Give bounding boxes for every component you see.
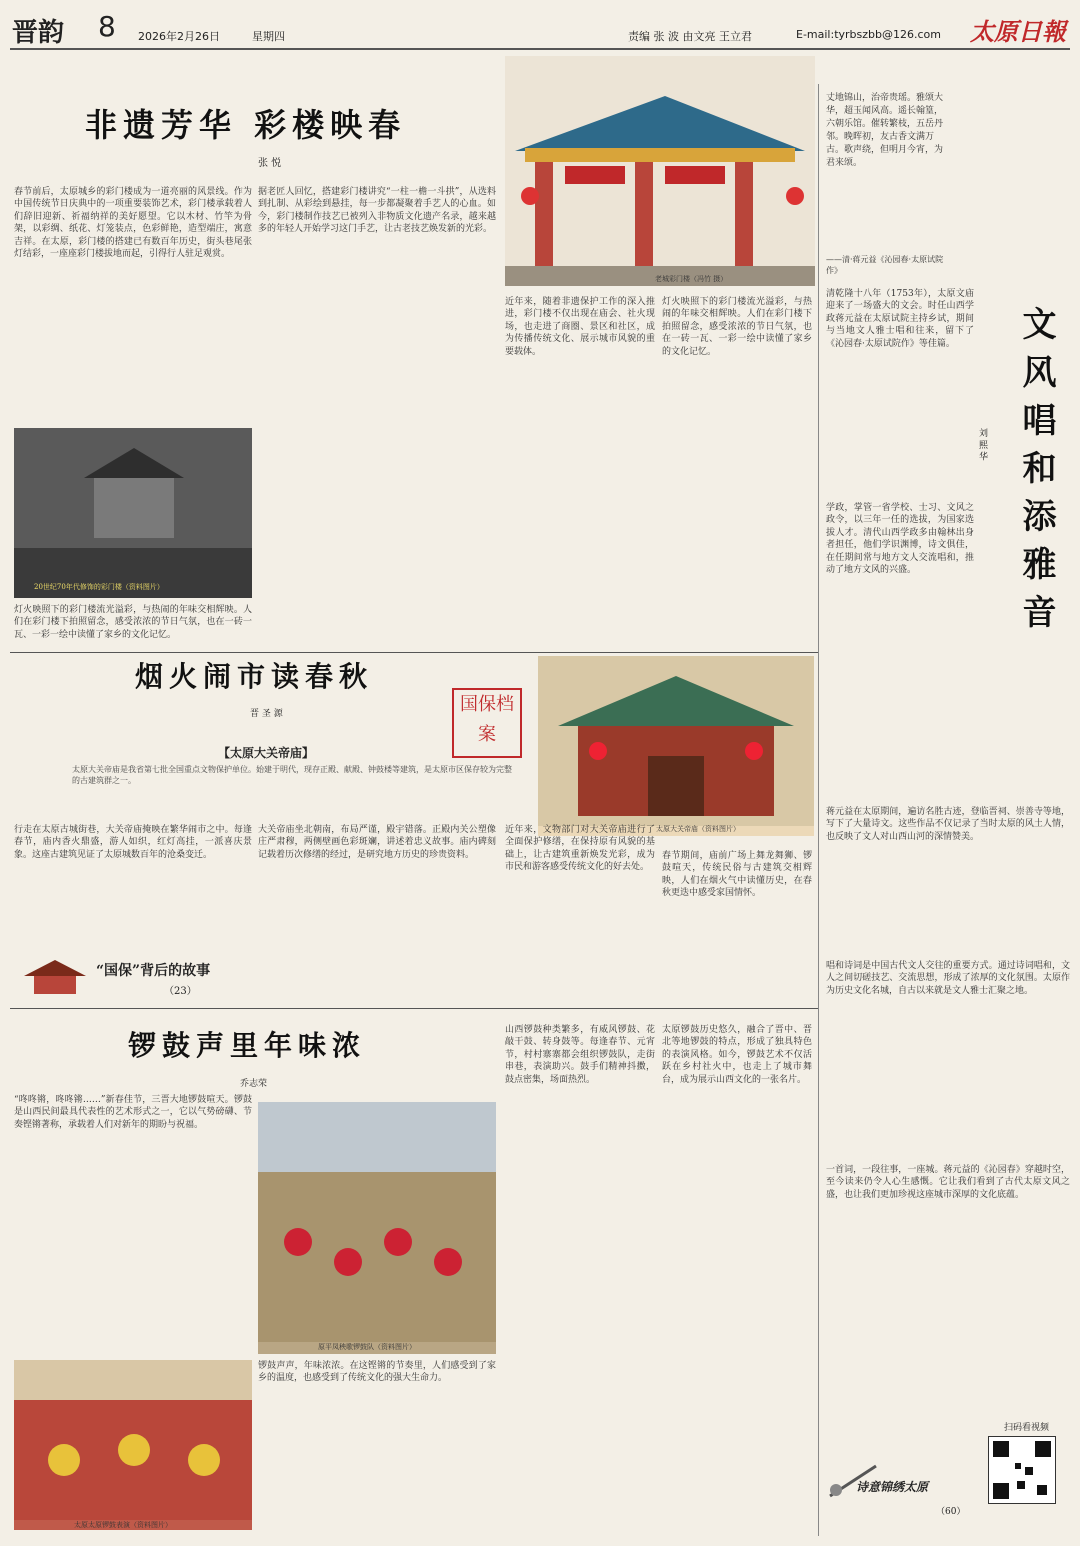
header-divider: [10, 48, 1070, 50]
archive-stamp: [452, 688, 522, 758]
qr-label: 扫码看视频: [1004, 1423, 1050, 1433]
page-header: [0, 0, 1080, 50]
article1-author: 张 悦: [258, 158, 282, 169]
article2-headline: 烟火闹市读春秋: [135, 660, 374, 693]
article1-text-col2: 据老匠人回忆，搭建彩门楼讲究“一柱一檐一斗拱”，从选料到扎制、从彩绘到悬挂，每一步都凝聚着手艺人的心血。如今，彩门楼制作技艺已被列入非物质文化遗产名录，越来越多的年轻人开始学习这门手艺，让古老技艺焕发新的光彩。: [258, 187, 496, 235]
article3-text-col1: “咚咚锵，咚咚锵……”新春佳节，三晋大地锣鼓喧天。锣鼓是山西民间最具代表性的艺术形式之一，它以气势磅礴、节奏铿锵著称，承载着人们对新年的期盼与祝福。: [14, 1095, 252, 1130]
article2-text-col3: 近年来，文物部门对大关帝庙进行了全面保护修缮，在保持原有风貌的基础上，让古建筑重新焕发光彩，成为市民和游客感受传统文化的好去处。: [505, 825, 655, 873]
editors: 责编 张 波 由文亮 王立君: [628, 30, 752, 43]
article3-author: 乔志荣: [240, 1079, 268, 1089]
article2-text-col1: 行走在太原古城街巷，大关帝庙掩映在繁华闹市之中。每逢春节，庙内香火鼎盛，游人如织，红灯高挂，一派喜庆景象。这座古建筑见证了太原城数百年的沧桑变迁。: [14, 825, 252, 860]
sidebar-bottom-banner: [826, 1420, 976, 1530]
temple-illustration: [538, 656, 814, 826]
article3-photo-performance: [14, 1360, 252, 1530]
archive-stamp-text: 国保档案: [460, 694, 514, 745]
article2-subtitle: 【太原大关帝庙】: [218, 746, 315, 760]
article1-photo-historic: [14, 428, 252, 598]
article3-photo1-caption: 原平凤秧歌锣鼓队（资料图片）: [318, 1343, 416, 1351]
article3-photo-drum-troupe: [258, 1102, 496, 1354]
guobao-series-label: “国保”背后的故事: [96, 963, 211, 979]
article1-photo-gate-caption: 老城彩门楼（冯竹 摄）: [655, 275, 728, 283]
sidebar-text-d: 唱和诗词是中国古代文人交往的重要方式。通过诗词唱和，文人之间切磋技艺、交流思想，形成了浓厚的文化氛围。太原作为历史文化名城，自古以来就是文人雅士汇聚之地。: [826, 961, 1070, 996]
sidebar-text-b: 学政，掌管一省学校、士习、文风之政令，以三年一任的选拔，为国家选拔人才。清代山西学政多由翰林出身者担任，他们学识渊博，诗文俱佳，在任期间常与地方文人交流唱和，推动了地方文风的兴盛。: [826, 503, 974, 576]
article2-photo-temple: [538, 656, 814, 836]
article2-author: 晋 圣 源: [250, 709, 283, 719]
article1-headline: 非遗芳华 彩楼映春: [85, 106, 407, 144]
sidebar-poem-source: ——清·蒋元益《沁园春·太原试院作》: [826, 255, 944, 275]
article1-text-col1: 春节前后，太原城乡的彩门楼成为一道亮丽的风景线。作为中国传统节日庆典中的一项重要装饰艺术，彩门楼承载着人们辞旧迎新、祈福纳祥的美好愿望。它以木材、竹竿为骨架，以彩绸、纸花、灯笼装点，色彩鲜艳，造型端庄，寓意吉祥。在太原，彩门楼的搭建已有数百年历史，街头巷尾张灯结彩，一座座彩门楼拔地而起，引得行人驻足观赏。: [14, 187, 252, 260]
sidebar-series-label: 诗意锦绣太原: [856, 1480, 929, 1494]
article3-photo2-caption: 太原太原锣鼓表演（资料图片）: [74, 1521, 172, 1529]
issue-date: 2026年2月26日: [138, 30, 220, 43]
video-qr-code[interactable]: [988, 1436, 1056, 1504]
article1-text-col4: 灯火映照下的彩门楼流光溢彩，与热闹的年味交相辉映。人们在彩门楼下拍照留念，感受浓浓的节日气氛，也在一砖一瓦、一彩一绘中读懂了家乡的文化记忆。: [662, 297, 812, 357]
article-divider-1: [10, 652, 818, 653]
contact-email[interactable]: E-mail:tyrbszbb@126.com: [796, 28, 941, 41]
sidebar-text-c: 蒋元益在太原期间，遍访名胜古迹，登临晋祠、崇善寺等地，写下了大量诗文。这些作品不仅记录了当时太原的风土人情，也反映了文人对山西山河的深情赞美。: [826, 807, 1070, 842]
page-number: 8: [98, 10, 116, 43]
article-divider-2: [10, 1008, 818, 1009]
article3-headline: 锣鼓声里年味浓: [128, 1029, 367, 1062]
article1-text-col1b: 灯火映照下的彩门楼流光溢彩，与热闹的年味交相辉映。人们在彩门楼下拍照留念，感受浓浓的节日气氛，也在一砖一瓦、一彩一绘中读懂了家乡的文化记忆。: [14, 605, 252, 640]
article3-text-col3: 太原锣鼓历史悠久，融合了晋中、晋北等地锣鼓的特点，形成了独具特色的表演风格。如今，锣鼓艺术不仅活跃在乡村社火中，也走上了城市舞台，成为展示山西文化的一张名片。: [662, 1025, 812, 1085]
article1-photo-gate: [505, 56, 815, 286]
paper-masthead-logo: 太原日報: [970, 17, 1066, 46]
gate-illustration: [505, 56, 815, 286]
issue-weekday: 星期四: [252, 30, 285, 43]
article3-text-col4: 锣鼓声声，年味浓浓。在这铿锵的节奏里，人们感受到了家乡的温度，也感受到了传统文化的强大生命力。: [258, 1361, 496, 1384]
sidebar-series-number: （60）: [936, 1507, 966, 1517]
pavilion-icon: [20, 954, 90, 998]
guobao-series-banner: [14, 952, 252, 1000]
guobao-series-number: （23）: [164, 986, 197, 997]
article3-text-col2: 山西锣鼓种类繁多，有威风锣鼓、花敲干鼓、转身鼓等。每逢春节、元宵节，村村寨寨都会组织锣鼓队，走街串巷，表演助兴。鼓手们精神抖擞，鼓点密集，场面热烈。: [505, 1025, 655, 1085]
article2-photo-caption: 太原大关帝庙（资料图片）: [656, 825, 740, 833]
performance-photo: [14, 1360, 252, 1520]
qr-code-icon: [989, 1437, 1055, 1503]
sidebar-text-a: 清乾隆十八年（1753年），太原文庙迎来了一场盛大的文会。时任山西学政蒋元益在太原试院主持乡试，期间与当地文人雅士唱和往来，留下了《沁园春·太原试院作》等佳篇。: [826, 289, 974, 349]
sidebar-column-rule: [818, 84, 819, 1536]
sidebar-poem: 丈地锦山，治帝贵瑶。雅颂大华，超玉闻风高。遥长翰篁，六朝乐馆。催转繁枝，五岳丹邻。晚晖初，友古香文满万古。歌声绕，但明月今宵，为君来颂。: [826, 93, 944, 168]
article1-photo-historic-caption: 20世纪70年代修饰的彩门楼（资料图片）: [34, 583, 164, 591]
section-name: 晋韵: [12, 18, 65, 48]
historic-photo: [14, 428, 252, 598]
drum-troupe-photo: [258, 1102, 496, 1342]
sidebar-text-e: 一首词，一段往事，一座城。蒋元益的《沁园春》穿越时空，至今读来仍令人心生感慨。它让我们看到了古代太原文风之盛，也让我们更加珍视这座城市深厚的文化底蕴。: [826, 1165, 1070, 1200]
article2-intro: 太原大关帝庙是我省第七批全国重点文物保护单位。始建于明代，现存正殿、献殿、钟鼓楼等建筑，是太原市区保存较为完整的古建筑群之一。: [72, 765, 512, 785]
article2-text-col2: 大关帝庙坐北朝南，布局严谨，殿宇错落。正殿内关公塑像庄严肃穆，两侧壁画色彩斑斓，讲述着忠义故事。庙内碑刻记载着历次修缮的经过，是研究地方历史的珍贵资料。: [258, 825, 496, 860]
article2-text-col4: 春节期间，庙前广场上舞龙舞狮、锣鼓喧天，传统民俗与古建筑交相辉映，人们在烟火气中读懂历史，在春秋更迭中感受家国情怀。: [662, 851, 812, 899]
sidebar-author: 刘 熙 华: [977, 428, 987, 461]
article1-text-col3: 近年来，随着非遗保护工作的深入推进，彩门楼不仅出现在庙会、社火现场，也走进了商圈、景区和社区，成为传播传统文化、展示城市风貌的重要载体。: [505, 297, 655, 357]
sidebar-headline: 文风唱和添雅音: [1016, 306, 1056, 642]
